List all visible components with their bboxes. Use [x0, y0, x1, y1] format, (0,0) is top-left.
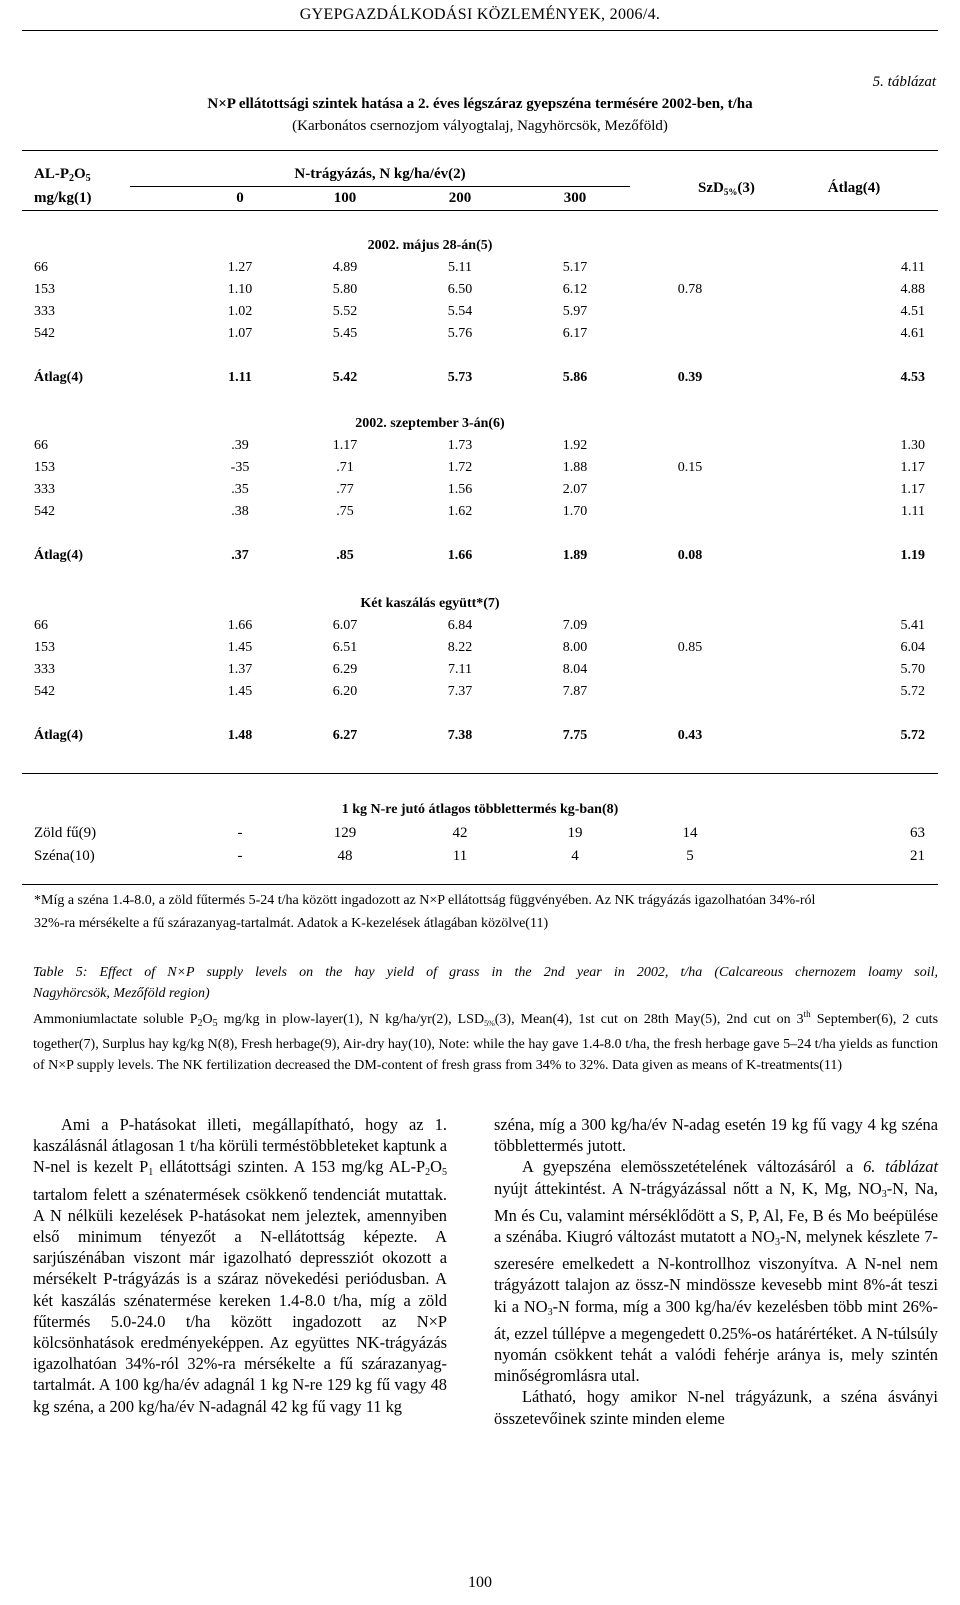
surplus-row-label: Széna(10) — [34, 848, 95, 864]
table-cell: 1.17 — [332, 438, 358, 453]
table-cell: 5.97 — [562, 304, 588, 319]
average-cell: 1.19 — [900, 548, 925, 563]
surplus-cell: 21 — [910, 848, 925, 864]
table-cell: 0.78 — [677, 282, 703, 297]
table-mid-rule — [22, 773, 938, 774]
row-label-cell: 153 — [34, 460, 55, 475]
col-alp-unit: mg/kg(1) — [34, 190, 92, 206]
table-cell: 1.88 — [562, 460, 588, 475]
caption-line2: Nagyhörcsök, Mezőföld region) — [33, 986, 210, 1001]
n-level-header: 300 — [563, 190, 587, 206]
average-cell: 4.53 — [900, 370, 925, 385]
page-number: 100 — [468, 1574, 492, 1591]
section-title: Két kaszálás együtt*(7) — [360, 596, 500, 611]
table-cell: 4.61 — [900, 326, 925, 341]
table-cell: 6.84 — [447, 618, 473, 633]
table-cell: 1.56 — [447, 482, 473, 497]
surplus-row-label: Zöld fű(9) — [34, 825, 97, 841]
average-cell: 5.42 — [332, 370, 358, 385]
surplus-cell: 5 — [686, 848, 694, 864]
table-cell: .38 — [231, 504, 249, 519]
row-label-cell: 153 — [34, 640, 55, 655]
table-cell: .35 — [231, 482, 249, 497]
table-cell: 0.15 — [677, 460, 703, 475]
average-cell: 1.66 — [447, 548, 473, 563]
section-title: 2002. május 28-án(5) — [367, 238, 493, 253]
right-p2: A gyepszéna elemösszetételének változásáról a 6. táblázat nyújt áttekintést. A N-trágyázással nőtt a N, K, Mg, $NO_3-N$, Na, Mn és Cu, valamint mérséklődött a S, P, Al, Fe, B és Mo beépülése a szénába. Kiugró változást mutatott a $NO_3-N$, melynek készlete 7-szeresére emelkedett a N-kontrollhoz viszonyítva. A N-nel nem trágyázott talajon az össz-N mindössze kevesebb mint 8%-át teszi ki a $NO_3-N$ forma, míg a 300 kg/ha/év kezelésben több mint 26%-át, ezzel túllépve a megengedett 0.25%-os határértéket. A N-túlsúly nyomán csökkent tehát a valódi fehérje aránya is, mely szintén minőségromlásra utal. — [494, 1157, 938, 1386]
right-p1: széna, míg a 300 kg/ha/év N-adag esetén 19 kg fű vagy 4 kg széna többlettermés jutott. — [494, 1115, 938, 1156]
average-cell: 0.08 — [677, 548, 703, 563]
table-cell: 7.09 — [562, 618, 588, 633]
average-cell: 0.43 — [677, 728, 703, 743]
average-cell: 1.48 — [227, 728, 253, 743]
table-cell: 4.11 — [901, 260, 925, 275]
table-top-rule — [22, 150, 938, 151]
n-level-header: 200 — [448, 190, 472, 206]
average-cell: Átlag(4) — [34, 728, 83, 743]
table-title: N×P ellátottsági szintek hatása a 2. éves légszáraz gyepszéna termésére 2002-ben, t/ha — [207, 96, 753, 112]
table-cell: 1.66 — [227, 618, 253, 633]
average-cell: 5.72 — [900, 728, 925, 743]
table-cell: 7.37 — [447, 684, 473, 699]
table-cell: 6.07 — [332, 618, 358, 633]
table-cell: 4.89 — [332, 260, 358, 275]
table-cell: 4.51 — [900, 304, 925, 319]
surplus-cell: - — [237, 848, 243, 864]
running-header: GYEPGAZDÁLKODÁSI KÖZLEMÉNYEK, 2006/4. — [299, 6, 661, 23]
table-cell: 5.72 — [900, 684, 925, 699]
average-cell: 7.38 — [447, 728, 473, 743]
surplus-cell: 11 — [452, 848, 468, 864]
n-level-header: 0 — [236, 190, 244, 206]
table-bottom-rule — [22, 884, 938, 885]
table-cell: 1.10 — [227, 282, 253, 297]
average-cell: 5.86 — [562, 370, 588, 385]
table-cell: 1.45 — [227, 640, 253, 655]
table-cell: 6.04 — [900, 640, 925, 655]
header-bottom-rule — [22, 210, 938, 211]
col-szd-header: SzD$_{5\%}$(3) — [698, 180, 755, 197]
col-alp-header: $AL-P_2O_5$ — [34, 166, 91, 184]
row-label-cell: 66 — [34, 438, 48, 453]
surplus-cell: 14 — [682, 825, 698, 841]
n-header-rule — [130, 186, 630, 187]
caption-abbreviations: Ammoniumlactate soluble $P_2O_5$ mg/kg in plow-layer(1), N kg/ha/yr(2), $LSD_{5\%}(3)$, Mean(4), 1st cut on 28th May(5), 2nd cut on 3th September(6), 2 cuts together(7), Surplus hay kg/kg N(8), Fresh herbage(9), Air-dry hay(10), Note: while the hay gave 1.4-8.0 t/ha, the fresh herbage gave 5–24 t/ha yields as function of N×P supply levels. The NK fertilization decreased the DM-content of fresh grass from 34% to 32%. Data given as means of K-treatments(11) — [33, 1009, 939, 1073]
footnote-line2: 32%-ra mérsékelte a fű szárazanyag-tartalmát. Adatok a K-kezelések átlagában közölve(11) — [34, 916, 549, 931]
average-cell: .37 — [231, 548, 249, 563]
table-cell: 1.72 — [447, 460, 473, 475]
table-cell: 5.11 — [448, 260, 472, 275]
surplus-cell: 63 — [910, 825, 925, 841]
right-column — [494, 1114, 938, 1429]
table-cell: 1.07 — [227, 326, 253, 341]
table-cell: .75 — [336, 504, 354, 519]
table-cell: 1.70 — [562, 504, 588, 519]
surplus-cell: - — [237, 825, 243, 841]
table-cell: 1.62 — [447, 504, 473, 519]
row-label-cell: 66 — [34, 260, 48, 275]
surplus-title: 1 kg N-re jutó átlagos többlettermés kg-ban(8) — [341, 802, 619, 817]
table-cell: .39 — [231, 438, 249, 453]
surplus-cell: 19 — [567, 825, 583, 841]
average-cell: .85 — [336, 548, 354, 563]
surplus-cell: 48 — [337, 848, 353, 864]
table-cell: 7.11 — [448, 662, 472, 677]
table-cell: 1.30 — [900, 438, 925, 453]
table-cell: 1.17 — [900, 482, 925, 497]
table-cell: 5.80 — [332, 282, 358, 297]
table-cell: 0.85 — [677, 640, 703, 655]
surplus-cell: 42 — [452, 825, 468, 841]
table-cell: 6.51 — [332, 640, 358, 655]
table-cell: 1.92 — [562, 438, 588, 453]
row-label-cell: 542 — [34, 684, 55, 699]
table-cell: 5.17 — [562, 260, 588, 275]
header-rule — [22, 30, 938, 31]
row-label-cell: 333 — [34, 304, 55, 319]
row-label-cell: 542 — [34, 326, 55, 341]
table-cell: 5.54 — [447, 304, 473, 319]
average-cell: 1.11 — [228, 370, 252, 385]
table-cell: -35 — [230, 460, 250, 475]
table-cell: 5.41 — [900, 618, 925, 633]
table-cell: 1.17 — [900, 460, 925, 475]
table-cell: 1.27 — [227, 260, 253, 275]
table-cell: 1.45 — [227, 684, 253, 699]
table-cell: 5.76 — [447, 326, 473, 341]
table-cell: .77 — [336, 482, 354, 497]
table-cell: 5.52 — [332, 304, 358, 319]
average-cell: 5.73 — [447, 370, 473, 385]
table-cell: 4.88 — [900, 282, 925, 297]
row-label-cell: 66 — [34, 618, 48, 633]
row-label-cell: 542 — [34, 504, 55, 519]
row-label-cell: 333 — [34, 482, 55, 497]
table-cell: 7.87 — [562, 684, 588, 699]
average-cell: 6.27 — [332, 728, 358, 743]
right-p3: Látható, hogy amikor N-nel trágyázunk, a széna ásványi összetevőinek szinte minden eleme — [494, 1387, 938, 1428]
surplus-cell: 129 — [333, 825, 357, 841]
row-label-cell: 333 — [34, 662, 55, 677]
table-cell: 2.07 — [562, 482, 588, 497]
table-cell: 6.29 — [332, 662, 358, 677]
footnote-line1: *Míg a széna 1.4-8.0, a zöld fűtermés 5-24 t/ha között ingadozott az N×P ellátottság függvényében. Az NK trágyázás igazolhatóan 34%-ról — [34, 893, 816, 908]
table-cell: 6.50 — [447, 282, 473, 297]
table-cell: 1.73 — [447, 438, 473, 453]
caption-line1: Table 5: Effect of N×P supply levels on the hay yield of grass in the 2nd year in 2002, t/ha (Calcareous chernozem loamy soil, — [33, 965, 938, 980]
table-cell: 8.00 — [562, 640, 588, 655]
col-n-header: N-trágyázás, N kg/ha/év(2) — [294, 166, 466, 182]
average-cell: Átlag(4) — [34, 370, 83, 385]
average-cell: 0.39 — [677, 370, 703, 385]
surplus-cell: 4 — [571, 848, 579, 864]
table-cell: 8.04 — [562, 662, 588, 677]
table-cell: .71 — [336, 460, 354, 475]
section-title: 2002. szeptember 3-án(6) — [355, 416, 505, 431]
table-cell: 5.45 — [332, 326, 358, 341]
table-cell: 1.02 — [227, 304, 253, 319]
row-label-cell: 153 — [34, 282, 55, 297]
table-cell: 6.12 — [562, 282, 588, 297]
table-cell: 6.20 — [332, 684, 358, 699]
col-avg-header: Átlag(4) — [827, 180, 881, 196]
table-label: 5. táblázat — [872, 74, 936, 90]
table-cell: 6.17 — [562, 326, 588, 341]
table-subtitle: (Karbonátos csernozjom vályogtalaj, Nagyhörcsök, Mezőföld) — [292, 118, 668, 134]
left-column: Ami a P-hatásokat illeti, megállapítható, hogy az 1. kaszálásnál átlagosan 1 t/ha körüli terméstöbbleteket kaptunk a N-nel is kezelt $P_1$ ellátottsági szinten. A 153 mg/kg $AL-P_2O_5$ tartalom felett a szénatermések csökkenő tendenciát mutattak. A N nélküli kezelések P-hatásokat nem jeleztek, amennyiben első minimum tényezőt a N-ellátottság képezte. A sarjúszénában viszont már igazolható depressziót okozott a mérsékelt P-trágyázás is a száraz növekedési periódusban. A két kaszálás szénatermése kereken 1.4-8.0 t/ha, míg a zöld fűtermés 5.0-24.0 t/ha között ingadozott az N×P kölcsönhatások eredményeképpen. Az együttes NK-trágyázás igazolhatóan 34%-ról 32%-ra mérsékelte a fű szárazanyag-tartalmát. A 100 kg/ha/év adagnál 1 kg N-re 129 kg fű vagy 48 kg széna, a 200 kg/ha/év N-adagnál 42 kg fű vagy 11 kg — [33, 1115, 447, 1416]
average-cell: 7.75 — [562, 728, 588, 743]
table-cell: 8.22 — [447, 640, 473, 655]
table-cell: 1.37 — [227, 662, 253, 677]
table-cell: 5.70 — [900, 662, 925, 677]
table-cell: 1.11 — [901, 504, 925, 519]
average-cell: Átlag(4) — [34, 548, 83, 563]
average-cell: 1.89 — [562, 548, 588, 563]
n-level-header: 100 — [333, 190, 357, 206]
